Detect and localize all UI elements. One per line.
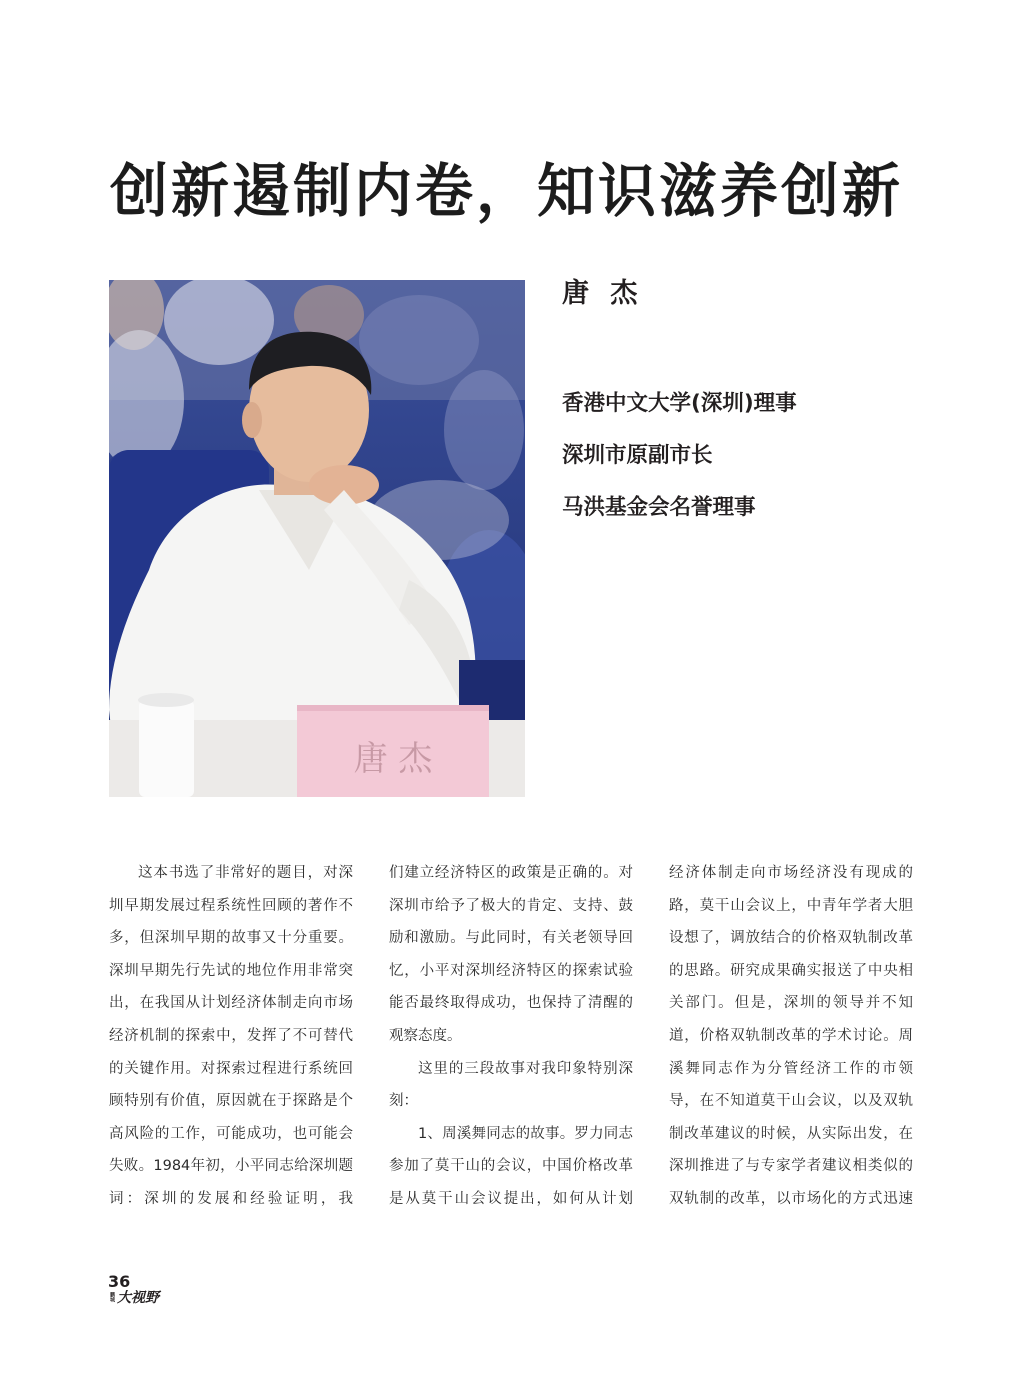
nameplate-text: 唐 杰 <box>353 739 433 779</box>
paragraph: 经济体制走向市场经济没有现成的路，莫干山会议上，中青年学者大胆设想了，调放结合的价格双轨制改革的思路。研究成果确实报送了中央相关部门。但是，深圳的领导并不知道，价格双轨制改革的学术讨论。周溪舞同志作为分管经济工作的市领导，在不知道莫干山会议，以及双轨制改革建议的时候，从实际出发，在深圳推进了与专家学者建议相类似的双轨制的改革，以市场化的方式迅速 <box>669 865 913 1207</box>
paragraph: 1、周溪舞同志的故事。罗力同志参加了莫干山的会议，中国价格改革是从莫干山会议提出，如何从计划 <box>389 1125 633 1207</box>
author-role: 深圳市原副市长 <box>562 443 713 468</box>
paragraph: 们建立经济特区的政策是正确的。对深圳市给予了极大的肯定、支持、鼓励和激励。与此同时，有关老领导回忆，小平对深圳经济特区的探索试验能否最终取得成功，也保持了清醒的观察态度。 <box>389 865 633 1044</box>
article-title: 创新遏制内卷，知识滋养创新 <box>110 157 904 225</box>
author-roles <box>562 378 797 534</box>
author-role: 马洪基金会名誉理事 <box>562 495 756 520</box>
magazine-logo-prefix: 鹏城 <box>109 1292 115 1302</box>
paragraph: 这里的三段故事对我印象特别深刻： <box>389 1060 633 1110</box>
body-column-2 <box>389 857 633 1216</box>
magazine-logo <box>108 1290 159 1306</box>
page-number: 36 <box>108 1272 131 1291</box>
magazine-logo-name: 大视野 <box>117 1290 159 1306</box>
author-role: 香港中文大学(深圳)理事 <box>562 391 797 416</box>
paragraph: 这本书选了非常好的题目，对深圳早期发展过程系统性回顾的著作不多，但深圳早期的故事又十分重要。深圳早期先行先试的地位作用非常突出，在我国从计划经济体制走向市场经济机制的探索中，发挥了不可替代的关键作用。对探索过程进行系统回顾特别有价值，原因就在于探路是个高风险的工作，可能成功，也可能会失败。1984年初，小平同志给深圳题词：深圳的发展和经验证明，我 <box>109 865 353 1207</box>
body-column-3 <box>669 857 913 1216</box>
body-column-1 <box>109 857 353 1216</box>
author-photo <box>109 280 525 797</box>
author-name: 唐 杰 <box>562 278 644 309</box>
